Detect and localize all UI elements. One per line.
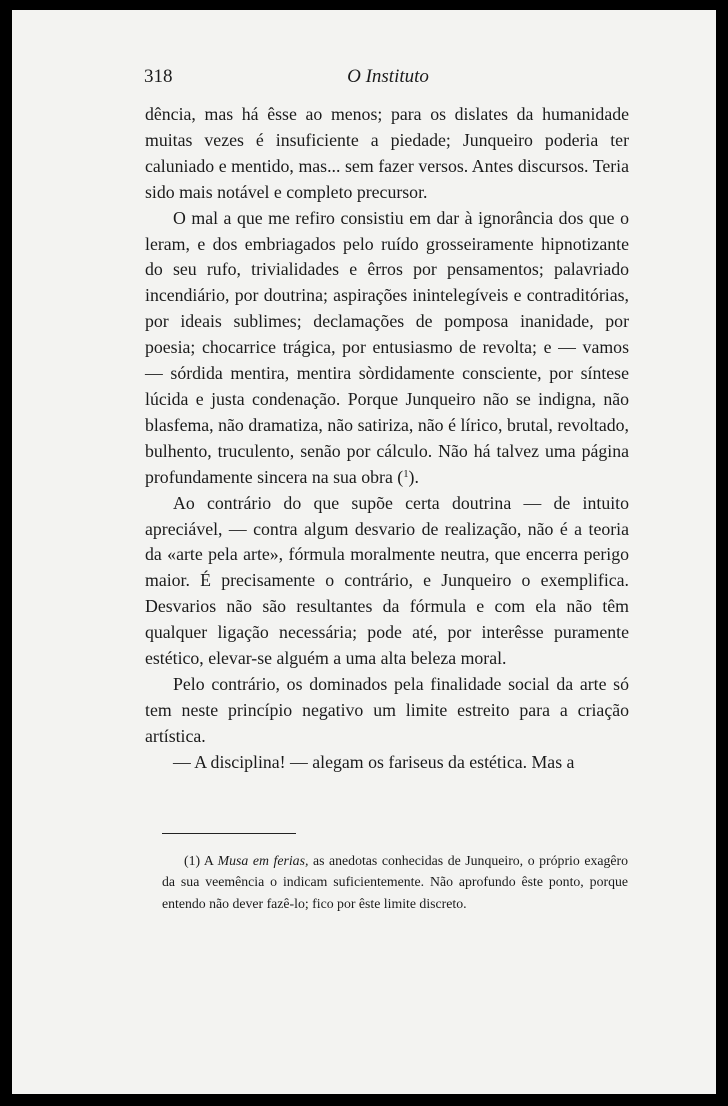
footnote-before-title: A (203, 853, 214, 868)
footnote-text: as anedotas conhecidas de Junqueiro, o próprio exagêro da sua veemência o indicam suficientemente. Não aprofundo êste ponto, porque entendo não dever fazê-lo; fico por êste limite discreto. (162, 853, 628, 911)
paragraph-2: O mal a que me refiro consistiu em dar à ignorância dos que o leram, e dos embriagados pelo ruído grosseiramente hipnotizante do seu rufo, trivialidades e êrros por pensamentos; palavriado incendiário, por doutrina; aspirações inintelegíveis e contraditórias, por ideais sublimes; declamações de pomposa inanidade, por poesia; chocarrice trágica, por entusiasmo de revolta; e — vamos — sórdida mentira, mentira sòrdidamente consciente, por síntese lúcida e justa condenação. Porque Junqueiro não se indigna, não blasfema, não dramatiza, não satiriza, não é lírico, brutal, revoltado, bulhento, truculento, senão por cálculo. Não há talvez uma página profundamente sincera na sua obra ($^1$). (145, 207, 629, 487)
footnote-title: Musa em ferias, (217, 853, 309, 868)
footnote-reference: 1 (403, 467, 409, 480)
paragraph-5: — A disciplina! — alegam os fariseus da estética. Mas a (173, 751, 575, 772)
body-text (145, 102, 629, 776)
footnote (162, 850, 628, 914)
running-title: O Instituto (347, 66, 429, 87)
footnote-separator (162, 833, 296, 834)
page-number: 318 (144, 66, 173, 87)
footnote-marker: (1) (184, 853, 201, 868)
paragraph-1: dência, mas há êsse ao menos; para os dislates da humanidade muitas vezes é insuficiente a piedade; Junqueiro poderia ter caluniado e mentido, mas... sem fazer versos. Antes discursos. Teria sido mais notável e completo precursor. (145, 104, 629, 202)
paragraph-4: Pelo contrário, os dominados pela finalidade social da arte só tem neste princípio negativo um limite estreito para a criação artística. (145, 673, 629, 746)
book-page (12, 10, 716, 1094)
page-header (144, 66, 632, 96)
paragraph-3: Ao contrário do que supõe certa doutrina — de intuito apreciável, — contra algum desvario de realização, não é a teoria da «arte pela arte», fórmula moralmente neutra, que encerra perigo maior. É precisamente o contrário, e Junqueiro o exemplifica. Desvarios não são resultantes da fórmula e com ela não têm qualquer ligação necessária; pode até, por interêsse puramente estético, elevar-se alguém a uma alta beleza moral. (145, 492, 629, 669)
paragraph-2-text: O mal a que me refiro consistiu em dar à ignorância dos que o leram, e dos embriagados pelo ruído grosseiramente hipnotizante do seu rufo, trivialidades e êrros por pensamentos; palavriado incendiário, por doutrina; aspirações inintelegíveis e contraditórias, por ideais sublimes; declamações de pomposa inanidade, por poesia; chocarrice trágica, por entusiasmo de revolta; e — vamos — sórdida mentira, mentira sòrdidamente consciente, por síntese lúcida e justa condenação. Porque Junqueiro não se indigna, não blasfema, não dramatiza, não satiriza, não é lírico, brutal, revoltado, bulhento, truculento, senão por cálculo. Não há talvez uma página profundamente sincera na sua obra (145, 207, 629, 487)
